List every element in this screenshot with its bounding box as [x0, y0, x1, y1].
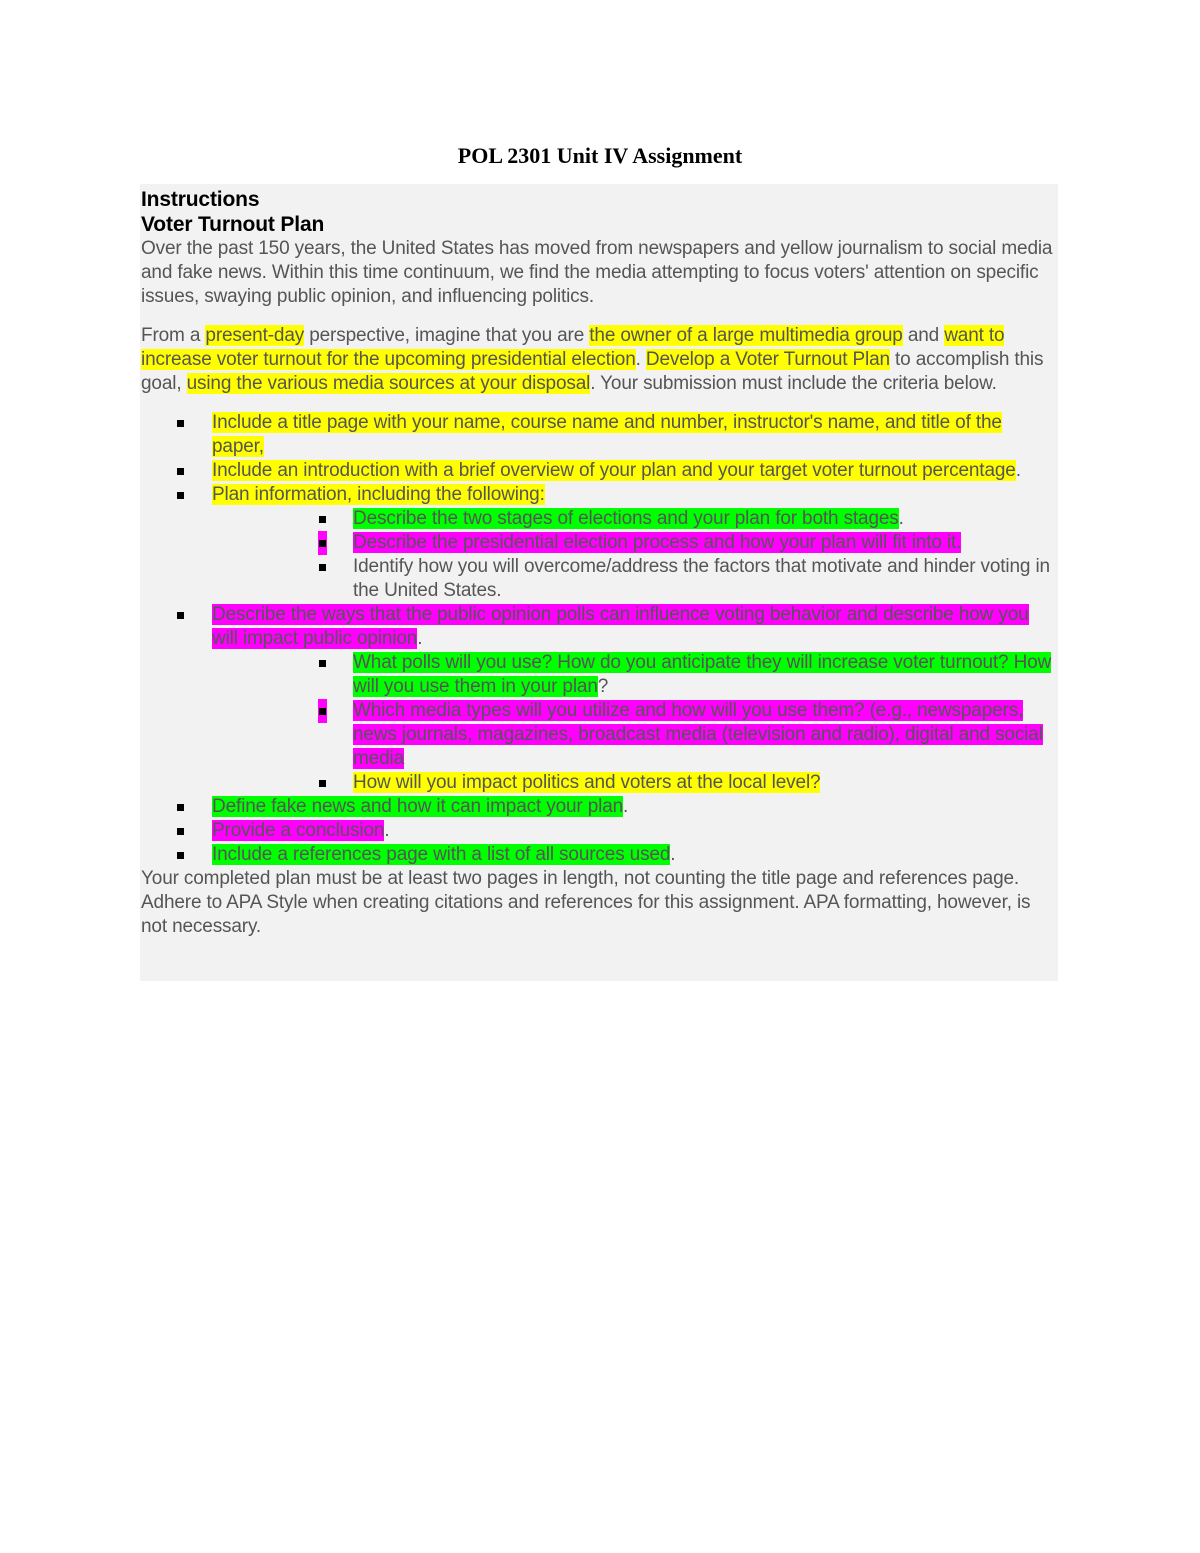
task-text-1: From a	[141, 325, 206, 346]
criterion-introduction	[141, 459, 1056, 483]
criterion-text-tail: .	[623, 796, 629, 817]
bullet-icon	[177, 828, 184, 835]
bullet-icon	[319, 708, 326, 715]
bullet-icon	[319, 564, 326, 571]
bullet-icon	[319, 780, 326, 787]
criteria-list	[141, 411, 1056, 867]
task-text-11: . Your submission must include the criteria below.	[590, 373, 997, 394]
criterion-text-tail: .	[1015, 460, 1021, 481]
criterion-text-tail: .	[670, 844, 676, 865]
highlight-develop-plan: Develop a Voter Turnout Plan	[645, 349, 890, 370]
subcriterion-text: How will	[353, 772, 427, 793]
subcriterion-text-2: you impact politics and voters at the local level?	[426, 772, 821, 793]
subcriterion-text: Describe the two stages of elections and your plan for both stages	[353, 508, 899, 529]
subcriterion-text: Which media types will you utilize and how will you use them? (e.g., newspapers, news journals, magazines, broadcast media (television and radio), digital and social media	[353, 700, 1043, 769]
subcriterion-text-tail: .	[898, 508, 904, 529]
bullet-icon	[319, 540, 326, 547]
instructions-content	[141, 186, 1056, 939]
instructions-heading: Instructions	[141, 188, 260, 211]
task-text-9: to accomplish this goal,	[141, 349, 1044, 394]
criterion-references	[141, 843, 1056, 867]
highlight-owner: the owner of a large multimedia group	[589, 325, 903, 346]
criterion-text: Include a title page with your name, course name and number, instructor's name, and title of the paper,	[212, 412, 1002, 457]
criterion-text: Provide a conclusion	[212, 820, 385, 841]
bullet-icon	[177, 420, 184, 427]
task-text-7: .	[635, 349, 646, 370]
criterion-text-tail: .	[417, 628, 423, 649]
bullet-icon	[177, 468, 184, 475]
criterion-public-opinion-polls	[141, 603, 1056, 795]
criterion-text: Describe the ways that the public opinion polls can influence voting behavior and describe how you will impact public opinion	[212, 604, 1029, 649]
subcriterion-media-types	[212, 699, 1056, 771]
closing-paragraph: Your completed plan must be at least two pages in length, not counting the title page and references page. Adhere to APA Style when creating citations and references for this assignment. APA formatting, however, is not necessary.	[141, 868, 1031, 937]
bullet-icon	[177, 612, 184, 619]
criterion-text: Include an introduction with a brief overview of your plan and your target voter turnout percentage	[212, 460, 1016, 481]
criterion-text: Include a references page with a list of all sources used	[212, 844, 671, 865]
subcriterion-election-process	[212, 531, 1056, 555]
criterion-fake-news	[141, 795, 1056, 819]
subcriterion-text-tail: ?	[597, 676, 609, 697]
bullet-icon	[177, 852, 184, 859]
criterion-title-page	[141, 411, 1056, 459]
subcriterion-two-stages	[212, 507, 1056, 531]
highlight-increase-turnout: want to increase voter turnout for the upcoming presidential election	[141, 325, 1005, 370]
criterion-text-tail: .	[384, 820, 390, 841]
polls-sublist	[212, 651, 1056, 795]
subcriterion-text: Describe the presidential election process and how your plan will fit into it.	[353, 532, 962, 553]
voter-turnout-plan-heading: Voter Turnout Plan	[141, 213, 325, 236]
bullet-icon	[177, 492, 184, 499]
document-title: POL 2301 Unit IV Assignment	[457, 143, 743, 168]
criterion-text: Define fake news and how it can impact your plan	[212, 796, 624, 817]
subcriterion-which-polls	[212, 651, 1056, 699]
bullet-icon	[319, 516, 326, 523]
criterion-conclusion	[141, 819, 1056, 843]
plan-information-sublist	[212, 507, 1056, 603]
bullet-icon	[319, 660, 326, 667]
task-text-3: perspective, imagine that you are	[304, 325, 590, 346]
task-text-5: and	[902, 325, 945, 346]
task-paragraph	[141, 324, 1056, 396]
subcriterion-local-level	[212, 771, 1056, 795]
highlight-present-day: present-day	[205, 325, 305, 346]
criterion-plan-information	[141, 483, 1056, 603]
bullet-icon	[177, 804, 184, 811]
subcriterion-text: Identify how you will overcome/address the factors that motivate and hinder voting in the United States.	[353, 556, 1050, 601]
subcriterion-text: What polls will you use? How do you anticipate they will increase voter turnout? How will you use them in your plan	[353, 652, 1052, 697]
criterion-text: Plan information, including the following:	[212, 484, 545, 505]
subcriterion-factors	[212, 555, 1056, 603]
highlight-media-sources: using the various media sources at your disposal	[186, 373, 591, 394]
intro-paragraph: Over the past 150 years, the United States has moved from newspapers and yellow journalism to social media and fake news. Within this time continuum, we find the media attempting to focus voters' attention on specific issues, swaying public opinion, and influencing politics.	[141, 238, 1053, 307]
